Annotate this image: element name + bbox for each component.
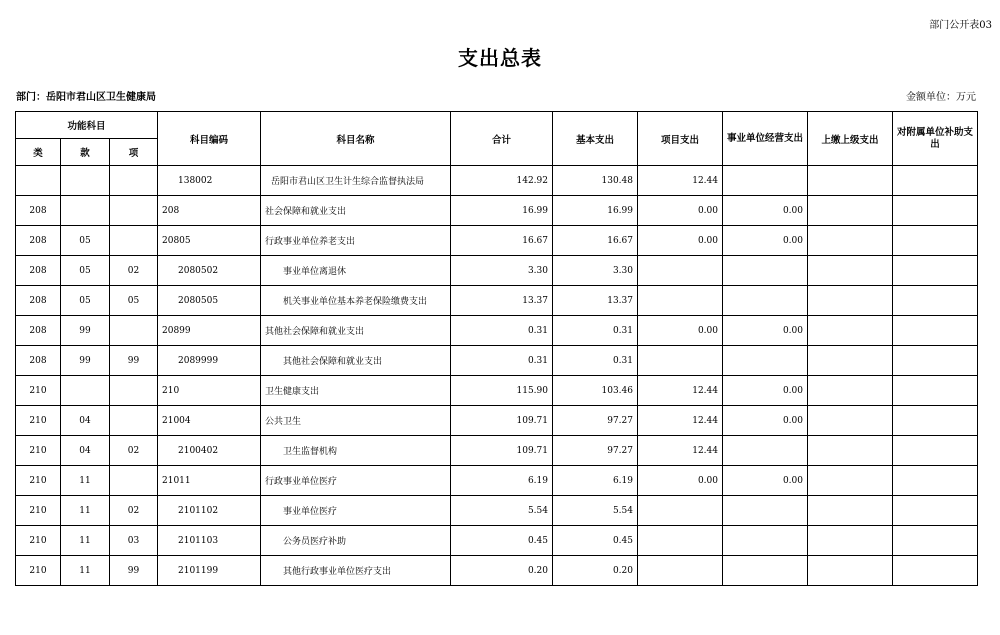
cell-business	[723, 286, 808, 316]
cell-name: 机关事业单位基本养老保险缴费支出	[261, 286, 451, 316]
cell-lei: 210	[16, 466, 61, 496]
cell-xiang: 99	[110, 346, 158, 376]
cell-basic: 16.99	[553, 196, 638, 226]
cell-xiang: 02	[110, 256, 158, 286]
cell-upper	[808, 346, 893, 376]
cell-name: 卫生健康支出	[261, 376, 451, 406]
cell-project: 12.44	[638, 406, 723, 436]
cell-name: 其他行政事业单位医疗支出	[261, 556, 451, 586]
cell-kuan	[61, 376, 110, 406]
cell-kuan: 05	[61, 256, 110, 286]
cell-upper	[808, 496, 893, 526]
cell-upper	[808, 406, 893, 436]
cell-kuan: 05	[61, 226, 110, 256]
cell-lei: 208	[16, 316, 61, 346]
table-row	[16, 226, 978, 256]
cell-basic: 0.20	[553, 556, 638, 586]
cell-kuan: 11	[61, 496, 110, 526]
cell-xiang: 02	[110, 436, 158, 466]
cell-kuan: 04	[61, 406, 110, 436]
cell-basic: 6.19	[553, 466, 638, 496]
cell-total: 0.31	[451, 316, 553, 346]
header-upper: 上缴上级支出	[808, 112, 893, 166]
cell-kuan: 05	[61, 286, 110, 316]
cell-xiang	[110, 226, 158, 256]
table-row	[16, 526, 978, 556]
cell-total: 6.19	[451, 466, 553, 496]
department-label: 部门：岳阳市君山区卫生健康局	[16, 92, 156, 103]
cell-kuan	[61, 196, 110, 226]
cell-subsidy	[893, 196, 978, 226]
cell-project: 12.44	[638, 376, 723, 406]
cell-total: 109.71	[451, 436, 553, 466]
cell-project: 0.00	[638, 466, 723, 496]
cell-code: 2101199	[158, 556, 261, 586]
header-kuan: 款	[61, 139, 110, 166]
cell-business: 0.00	[723, 406, 808, 436]
cell-business	[723, 556, 808, 586]
cell-business: 0.00	[723, 376, 808, 406]
cell-subsidy	[893, 346, 978, 376]
cell-basic: 103.46	[553, 376, 638, 406]
header-lei: 类	[16, 139, 61, 166]
cell-lei: 210	[16, 376, 61, 406]
cell-total: 16.99	[451, 196, 553, 226]
cell-subsidy	[893, 376, 978, 406]
cell-lei: 208	[16, 286, 61, 316]
cell-business	[723, 166, 808, 196]
cell-lei: 208	[16, 226, 61, 256]
cell-business: 0.00	[723, 316, 808, 346]
cell-code: 2100402	[158, 436, 261, 466]
cell-name: 岳阳市君山区卫生计生综合监督执法局	[261, 166, 451, 196]
cell-total: 5.54	[451, 496, 553, 526]
cell-total: 16.67	[451, 226, 553, 256]
cell-business: 0.00	[723, 196, 808, 226]
cell-business	[723, 346, 808, 376]
cell-project	[638, 556, 723, 586]
cell-code: 2080505	[158, 286, 261, 316]
cell-subsidy	[893, 496, 978, 526]
cell-business: 0.00	[723, 466, 808, 496]
cell-subsidy	[893, 226, 978, 256]
cell-project: 0.00	[638, 316, 723, 346]
cell-kuan	[61, 166, 110, 196]
cell-upper	[808, 316, 893, 346]
cell-subsidy	[893, 166, 978, 196]
header-code: 科目编码	[158, 112, 261, 166]
cell-code: 210	[158, 376, 261, 406]
cell-name: 事业单位离退休	[261, 256, 451, 286]
cell-basic: 130.48	[553, 166, 638, 196]
cell-lei: 210	[16, 436, 61, 466]
cell-project: 12.44	[638, 436, 723, 466]
cell-name: 其他社会保障和就业支出	[261, 346, 451, 376]
cell-kuan: 04	[61, 436, 110, 466]
cell-basic: 97.27	[553, 406, 638, 436]
cell-name: 公共卫生	[261, 406, 451, 436]
cell-upper	[808, 526, 893, 556]
cell-code: 20805	[158, 226, 261, 256]
header-subsidy: 对附属单位补助支出	[893, 112, 978, 166]
cell-total: 0.45	[451, 526, 553, 556]
table-header	[16, 112, 978, 166]
cell-business: 0.00	[723, 226, 808, 256]
table-row	[16, 556, 978, 586]
cell-basic: 3.30	[553, 256, 638, 286]
cell-project: 0.00	[638, 226, 723, 256]
cell-lei: 208	[16, 256, 61, 286]
header-function-subject: 功能科目	[16, 112, 158, 139]
cell-subsidy	[893, 556, 978, 586]
table-row	[16, 286, 978, 316]
cell-upper	[808, 286, 893, 316]
cell-xiang	[110, 166, 158, 196]
cell-total: 13.37	[451, 286, 553, 316]
cell-lei: 208	[16, 346, 61, 376]
cell-upper	[808, 166, 893, 196]
cell-lei: 208	[16, 196, 61, 226]
cell-name: 卫生监督机构	[261, 436, 451, 466]
cell-xiang	[110, 196, 158, 226]
cell-subsidy	[893, 256, 978, 286]
table-row	[16, 496, 978, 526]
cell-project	[638, 256, 723, 286]
cell-basic: 97.27	[553, 436, 638, 466]
cell-lei: 210	[16, 496, 61, 526]
cell-code: 2080502	[158, 256, 261, 286]
cell-lei	[16, 166, 61, 196]
cell-upper	[808, 376, 893, 406]
cell-subsidy	[893, 436, 978, 466]
cell-xiang	[110, 376, 158, 406]
cell-xiang	[110, 316, 158, 346]
cell-xiang	[110, 406, 158, 436]
cell-subsidy	[893, 316, 978, 346]
cell-total: 0.31	[451, 346, 553, 376]
header-xiang: 项	[110, 139, 158, 166]
cell-kuan: 11	[61, 466, 110, 496]
cell-upper	[808, 196, 893, 226]
cell-basic: 5.54	[553, 496, 638, 526]
cell-kuan: 99	[61, 346, 110, 376]
cell-name: 事业单位医疗	[261, 496, 451, 526]
page-title: 支出总表	[458, 46, 542, 70]
cell-project: 0.00	[638, 196, 723, 226]
table-row	[16, 316, 978, 346]
cell-business	[723, 496, 808, 526]
cell-business	[723, 256, 808, 286]
header-name: 科目名称	[261, 112, 451, 166]
cell-subsidy	[893, 526, 978, 556]
cell-project: 12.44	[638, 166, 723, 196]
cell-project	[638, 286, 723, 316]
cell-project	[638, 346, 723, 376]
cell-code: 21004	[158, 406, 261, 436]
header-business: 事业单位经营支出	[723, 112, 808, 166]
cell-total: 0.20	[451, 556, 553, 586]
table-row	[16, 436, 978, 466]
cell-basic: 0.31	[553, 316, 638, 346]
cell-code: 2089999	[158, 346, 261, 376]
header-project: 项目支出	[638, 112, 723, 166]
table-row	[16, 466, 978, 496]
cell-total: 109.71	[451, 406, 553, 436]
header-basic: 基本支出	[553, 112, 638, 166]
amount-unit-label: 金额单位：万元	[906, 92, 976, 103]
cell-name: 其他社会保障和就业支出	[261, 316, 451, 346]
table-row	[16, 196, 978, 226]
cell-upper	[808, 226, 893, 256]
cell-business	[723, 526, 808, 556]
cell-business	[723, 436, 808, 466]
cell-basic: 16.67	[553, 226, 638, 256]
cell-lei: 210	[16, 406, 61, 436]
cell-xiang: 03	[110, 526, 158, 556]
cell-kuan: 11	[61, 526, 110, 556]
cell-upper	[808, 556, 893, 586]
cell-name: 社会保障和就业支出	[261, 196, 451, 226]
cell-code: 138002	[158, 166, 261, 196]
header-total: 合计	[451, 112, 553, 166]
cell-code: 2101103	[158, 526, 261, 556]
table-row	[16, 376, 978, 406]
cell-name: 行政事业单位养老支出	[261, 226, 451, 256]
cell-xiang	[110, 466, 158, 496]
cell-subsidy	[893, 406, 978, 436]
table-body	[16, 166, 978, 586]
cell-upper	[808, 436, 893, 466]
cell-code: 208	[158, 196, 261, 226]
cell-upper	[808, 466, 893, 496]
form-number: 部门公开表03	[929, 20, 992, 31]
cell-xiang: 99	[110, 556, 158, 586]
cell-code: 21011	[158, 466, 261, 496]
cell-code: 2101102	[158, 496, 261, 526]
cell-name: 公务员医疗补助	[261, 526, 451, 556]
table-row	[16, 406, 978, 436]
cell-code: 20899	[158, 316, 261, 346]
cell-kuan: 11	[61, 556, 110, 586]
cell-total: 142.92	[451, 166, 553, 196]
expenditure-table	[15, 111, 978, 586]
cell-basic: 13.37	[553, 286, 638, 316]
cell-subsidy	[893, 466, 978, 496]
cell-basic: 0.45	[553, 526, 638, 556]
cell-project	[638, 526, 723, 556]
table-row	[16, 166, 978, 196]
cell-lei: 210	[16, 556, 61, 586]
table-row	[16, 346, 978, 376]
cell-total: 3.30	[451, 256, 553, 286]
cell-xiang: 05	[110, 286, 158, 316]
cell-total: 115.90	[451, 376, 553, 406]
cell-lei: 210	[16, 526, 61, 556]
cell-upper	[808, 256, 893, 286]
cell-subsidy	[893, 286, 978, 316]
cell-basic: 0.31	[553, 346, 638, 376]
table-row	[16, 256, 978, 286]
cell-kuan: 99	[61, 316, 110, 346]
cell-name: 行政事业单位医疗	[261, 466, 451, 496]
cell-project	[638, 496, 723, 526]
cell-xiang: 02	[110, 496, 158, 526]
